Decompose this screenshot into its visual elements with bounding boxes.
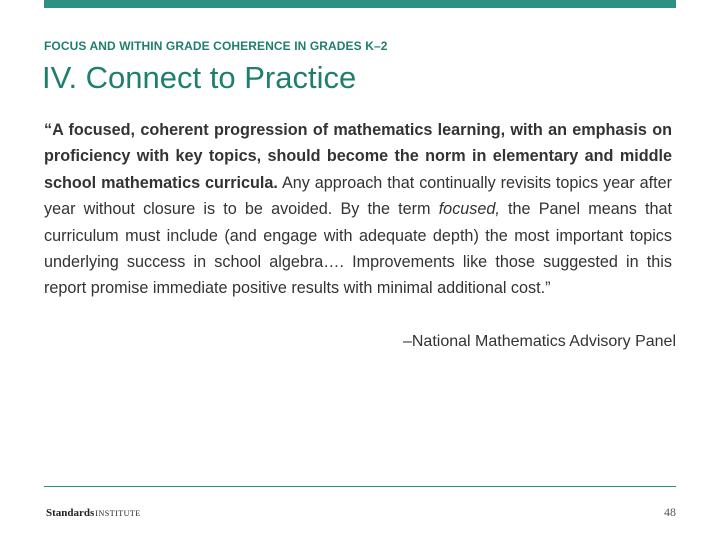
slide-title: IV. Connect to Practice <box>42 60 357 95</box>
section-eyebrow: FOCUS AND WITHIN GRADE COHERENCE IN GRADES K–2 <box>44 39 388 53</box>
quote-text-part: Any approach that continually revisits topics year after year without closure is to be avoided. By the term <box>44 173 672 219</box>
logo-subword: INSTITUTE <box>95 509 141 518</box>
standards-institute-logo <box>46 503 141 521</box>
quote-italic-term: focused, <box>438 200 500 219</box>
top-accent-bar <box>44 0 676 8</box>
quote-text <box>44 117 672 302</box>
page-number: 48 <box>664 505 676 519</box>
quote-text-part: the Panel means that curriculum must include (and engage with adequate depth) the most important topics underlying success in school algebra…. Improvements like those suggested in this report promise immediate positive results with minimal additional cost.” <box>44 200 673 298</box>
logo-word: Standards <box>46 507 95 519</box>
quote-bold-lead: “A focused, coherent progression of mathematics learning, with an emphasis on proficiency with key topics, should become the norm in elementary and middle school mathematics curricula. <box>44 121 672 192</box>
footer-divider <box>44 486 676 487</box>
quote-attribution: –National Mathematics Advisory Panel <box>402 333 676 350</box>
